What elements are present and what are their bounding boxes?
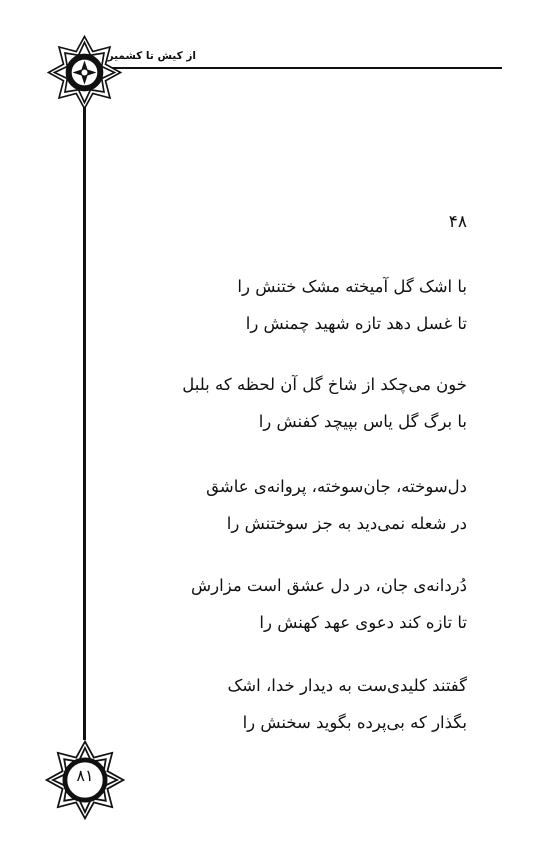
poem-number: ۴۸ <box>448 212 467 232</box>
verse-line: با اشک گل آمیخته مشک ختنش را <box>237 277 467 296</box>
page-number: ۸۱ <box>76 766 94 785</box>
verse-line: تا تازه کند دعوی عهد کهنش را <box>259 613 467 632</box>
verse-line: گفتند کلیدی‌ست به دیدار خدا، اشک <box>227 676 467 695</box>
verse-line: دُردانه‌ی جان، در دل عشق است مزارش <box>191 576 467 595</box>
verse-line: تا غسل دهد تازه شهید چمنش را <box>245 314 467 333</box>
verse-line: در شعله نمی‌دید به جز سوختنش را <box>226 514 467 533</box>
rosette-ornament-icon <box>47 35 122 110</box>
verse-line: خون می‌چکد از شاخ گل آن لحظه که بلبل <box>182 375 467 394</box>
margin-rule <box>83 100 86 740</box>
header-rule <box>95 67 502 69</box>
running-title: از کیش تا کشمیر <box>107 50 196 62</box>
verse-line: دل‌سوخته، جان‌سوخته، پروانه‌ی عاشق <box>206 477 467 496</box>
verse-line: با برگ گل یاس بپیچد کفنش را <box>258 412 467 431</box>
verse-line: بگذار که بی‌پرده بگوید سخنش را <box>242 713 467 732</box>
